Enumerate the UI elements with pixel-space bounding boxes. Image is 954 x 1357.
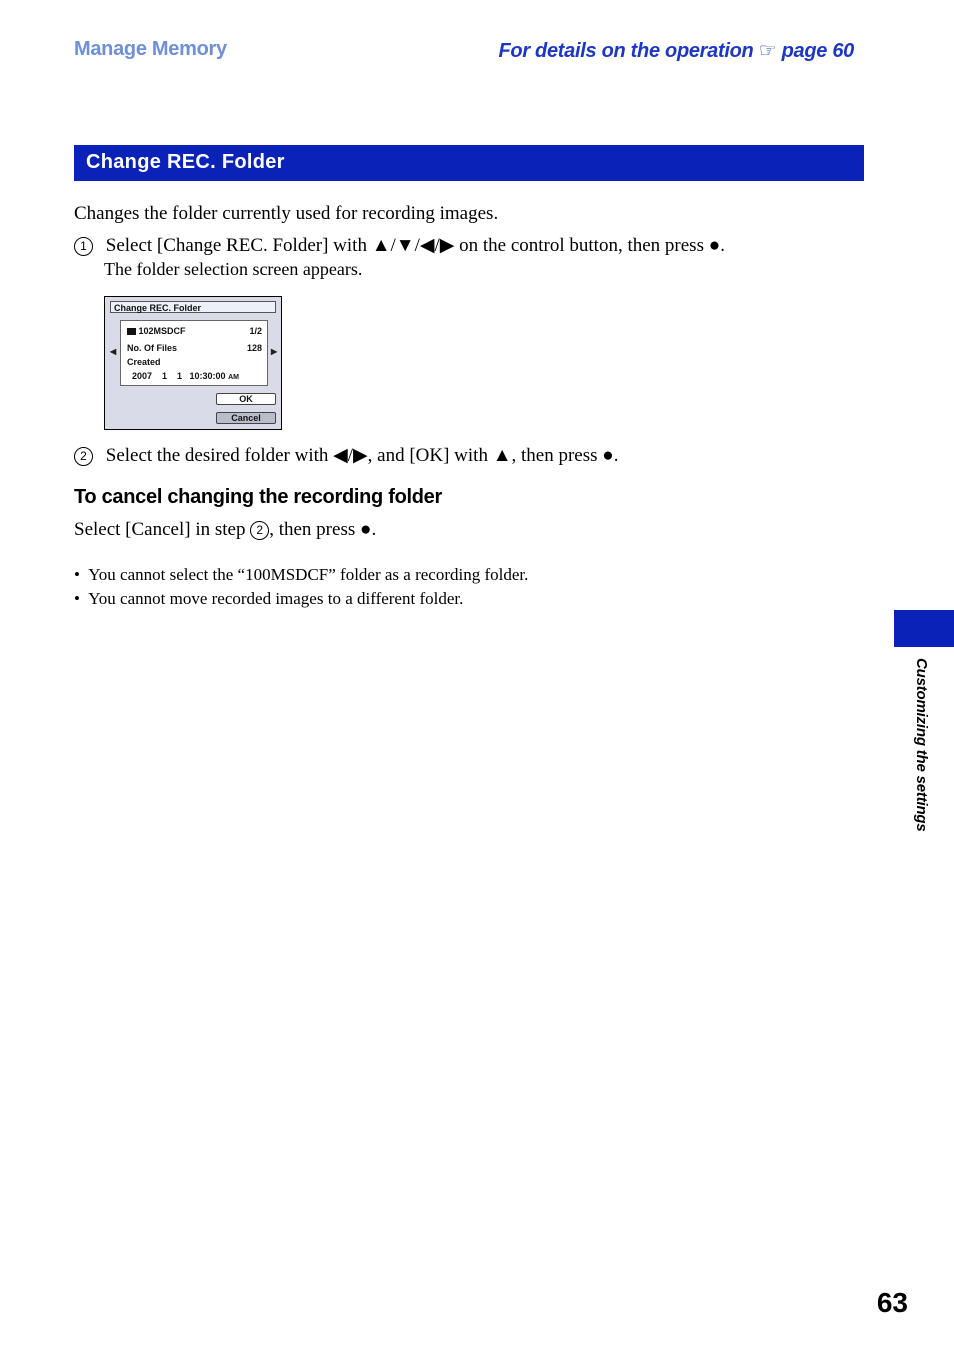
created-value: 2007 1 1 10:30:00 AM (132, 371, 239, 381)
step-number: 2 (74, 447, 93, 466)
operation-reference-text: For details on the operation (498, 40, 754, 62)
folder-info-panel (120, 320, 268, 386)
step-1-subtext: The folder selection screen appears. (104, 259, 363, 279)
step-1 (74, 235, 725, 257)
operation-reference-page[interactable]: page 60 (781, 40, 854, 62)
ok-button[interactable]: OK (216, 393, 276, 405)
folder-icon (127, 328, 136, 335)
section-title: Change REC. Folder (86, 151, 285, 173)
bullet: • (74, 589, 80, 608)
step-number: 1 (74, 237, 93, 256)
section-title-bar (74, 145, 864, 181)
step-2 (74, 445, 619, 467)
created-label: Created (127, 357, 161, 367)
page-number: 63 (876, 1287, 908, 1318)
chapter-side-label: Customizing the settings (913, 658, 930, 832)
operation-reference (498, 38, 854, 63)
right-arrow-icon: ▶ (271, 347, 278, 356)
folder-row (127, 326, 186, 336)
note-item: • You cannot move recorded images to a different folder. (74, 589, 464, 608)
cancel-heading: To cancel changing the recording folder (74, 486, 442, 508)
note-item: • You cannot select the “100MSDCF” folder as a recording folder. (74, 565, 529, 584)
step-text: Select the desired folder with ◀/▶, and [OK] with ▲, then press ●. (105, 445, 619, 466)
chapter-title: Manage Memory (74, 38, 227, 60)
screen-title: Change REC. Folder (110, 301, 276, 313)
folder-selection-screen (104, 296, 282, 430)
cancel-button[interactable]: Cancel (216, 412, 276, 424)
bullet: • (74, 565, 80, 584)
files-label: No. Of Files (127, 343, 178, 353)
left-arrow-icon: ◀ (110, 347, 117, 356)
folder-name: 102MSDCF (138, 326, 186, 336)
step-ref-number: 2 (250, 521, 269, 540)
cancel-instruction: Select [Cancel] in step 2 , then press ●. (74, 519, 377, 540)
chapter-side-tab (894, 610, 954, 647)
pointing-hand-icon: ☞ (758, 40, 777, 62)
step-text: Select [Change REC. Folder] with ▲/▼/◀/▶ on the control button, then press ●. (105, 235, 725, 256)
folder-page: 1/2 (249, 326, 262, 336)
files-count: 128 (246, 343, 262, 353)
intro-text: Changes the folder currently used for recording images. (74, 203, 499, 224)
